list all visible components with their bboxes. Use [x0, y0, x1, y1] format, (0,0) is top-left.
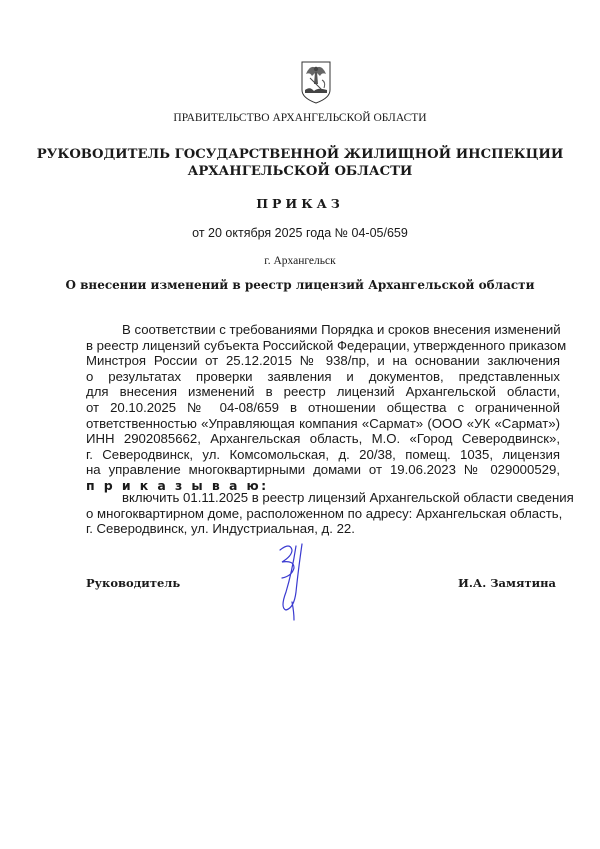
- preamble-paragraph: [86, 322, 567, 494]
- text-line: в реестр лицензий субъекта Российской Федерации, утвержденного приказом: [86, 337, 567, 353]
- order-paragraph: [86, 490, 574, 537]
- issuing-authority: [0, 146, 600, 180]
- signatory-position: Руководитель: [86, 576, 181, 590]
- text-line: на управление многоквартирными домами от 19.06.2023 № 029000529,: [86, 462, 560, 478]
- document-subject: О внесении изменений в реестр лицензий Архангельской области: [65, 278, 535, 292]
- decree-word: п р и к а з ы в а ю:: [86, 477, 269, 493]
- text-line: для внесения изменений в реестр лицензий Архангельской области,: [86, 384, 560, 400]
- authority-line: АРХАНГЕЛЬСКОЙ ОБЛАСТИ: [187, 164, 413, 179]
- handwritten-signature: [272, 542, 312, 622]
- text-line: г. Северодвинск, ул. Комсомольская, д. 20/38, помещ. 1035, лицензия: [86, 446, 560, 462]
- document-city: г. Архангельск: [264, 255, 336, 267]
- text-line: г. Северодвинск, ул. Индустриальная, д. 22.: [86, 521, 355, 537]
- text-line: ИНН 2902085662, Архангельская область, М.О. «Город Северодвинск»,: [86, 431, 560, 447]
- coat-of-arms-icon: [300, 60, 332, 104]
- text-line: Минстроя России от 25.12.2015 № 938/пр, и на основании заключения: [86, 353, 560, 369]
- text-line: ответственностью «Управляющая компания «Сармат» (ООО «УК «Сармат»): [86, 415, 560, 431]
- text-line: В соответствии с требованиями Порядка и сроков внесения изменений: [122, 322, 561, 337]
- text-line: о многоквартирном доме, расположенном по адресу: Архангельская область,: [86, 505, 563, 521]
- document-date-number: от 20 октября 2025 года № 04-05/659: [192, 226, 408, 240]
- government-name: ПРАВИТЕЛЬСТВО АРХАНГЕЛЬСКОЙ ОБЛАСТИ: [173, 112, 427, 124]
- authority-line: РУКОВОДИТЕЛЬ ГОСУДАРСТВЕННОЙ ЖИЛИЩНОЙ ИНСПЕКЦИИ: [36, 147, 564, 162]
- text-line: о результатах проверки заявления и документов, представленных: [86, 368, 560, 384]
- text-line: включить 01.11.2025 в реестр лицензий Архангельской области сведения: [122, 490, 574, 505]
- document-type: ПРИКАЗ: [256, 196, 344, 211]
- signatory-name: И.А. Замятина: [458, 576, 556, 590]
- text-line: от 20.10.2025 № 04-08/659 в отношении общества с ограниченной: [86, 399, 560, 415]
